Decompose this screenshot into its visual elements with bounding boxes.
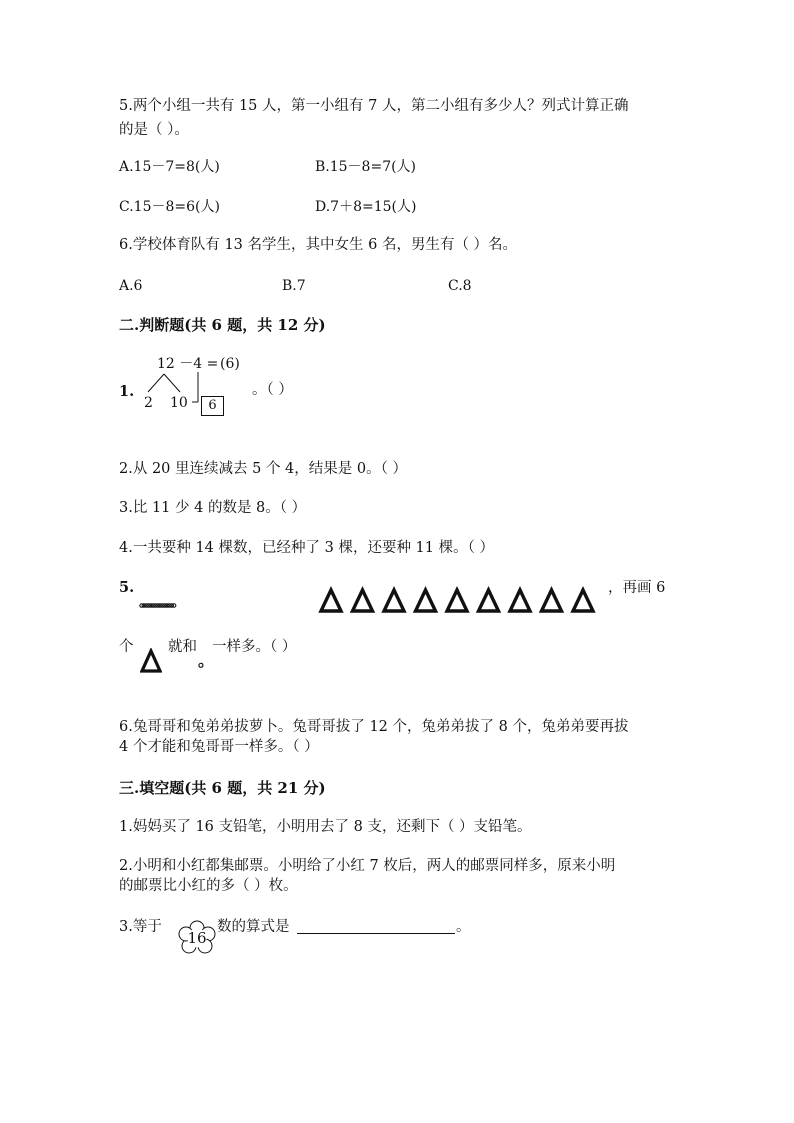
mc-q5-option-d: D.7＋8=15(人) (315, 199, 417, 215)
mc-q5-line1: 5.两个小组一共有 15 人，第一小组有 7 人，第二小组有多少人？列式计算正确 (119, 98, 629, 114)
judge-q5-tail1: ，再画 6 (608, 580, 666, 596)
mc-q5-option-a: A.15－7=8(人) (119, 159, 220, 175)
section-heading-judge: 二.判断题(共 6 题，共 12 分) (119, 316, 326, 334)
judge-q4: 4.一共要种 14 棵数，已经种了 3 棵，还要种 11 棵。（ ） (119, 540, 494, 556)
fill-q3-end: 。 (456, 919, 471, 935)
triangle-icon (573, 590, 593, 611)
circle-symbol: 。 (198, 651, 215, 670)
triangle-icon (353, 590, 373, 611)
triangle-icon (140, 648, 162, 674)
judge-q5-number: 5. (119, 579, 135, 596)
judge-q5-mid2: 就和 (168, 639, 197, 655)
judge-q5-circles: 。。。。。。。。。。。。。。。 (139, 592, 182, 610)
fill-q3-blank[interactable] (297, 919, 455, 934)
fill-q2-line1: 2.小明和小红都集邮票。小明给了小红 7 枚后，两人的邮票同样多，原来小明 (119, 858, 616, 874)
mc-q5-option-b: B.15－8=7(人) (315, 159, 417, 175)
mc-q6-option-b: B.7 (282, 278, 306, 294)
judge-q3: 3.比 11 少 4 的数是 8。（ ） (119, 500, 307, 516)
flower-number-text: 16 (187, 929, 207, 947)
triangle-icon (542, 590, 562, 611)
mc-q6-text: 6.学校体育队有 13 名学生，其中女生 6 名，男生有（ ）名。 (119, 237, 518, 253)
fill-q2-line2: 的邮票比小红的多（ ）枚。 (119, 878, 298, 894)
triangle-icon (447, 590, 467, 611)
triangle-icon (321, 590, 341, 611)
judge-q1-tail: 。（ ） (252, 382, 293, 398)
judge-q1-number: 1. (119, 383, 135, 400)
mc-q5-option-c: C.15－8=6(人) (119, 199, 220, 215)
diagram-top-expression: 12 －4 = (157, 356, 219, 372)
judge-q5-triangles (316, 586, 606, 616)
judge-q5-tail2: 一样多。（ ） (212, 639, 297, 655)
triangle-icon (510, 590, 530, 611)
triangle-icon (384, 590, 404, 611)
mc-q6-option-a: A.6 (119, 278, 143, 294)
fill-q3-suffix: 数的算式是 (217, 919, 290, 935)
mc-q5-line2: 的是（ ）。 (119, 122, 189, 138)
fill-q1: 1.妈妈买了 16 支铅笔，小明用去了 8 支，还剩下（ ）支铅笔。 (119, 819, 532, 835)
diagram-answer-box: 6 (201, 396, 224, 416)
diagram-right-part: 10 (170, 395, 188, 411)
triangle-icon (416, 590, 436, 611)
fill-q3-prefix: 3.等于 (119, 919, 162, 935)
mc-q6-option-c: C.8 (448, 278, 472, 294)
diagram-top-answer: (6) (220, 356, 240, 372)
section-heading-fill: 三.填空题(共 6 题，共 21 分) (119, 779, 326, 797)
judge-q2: 2.从 20 里连续减去 5 个 4，结果是 0。（ ） (119, 461, 407, 477)
diagram-left-part: 2 (144, 395, 153, 411)
judge-q6-line2: 4 个才能和兔哥哥一样多。（ ） (119, 739, 319, 755)
flower-number (177, 920, 217, 954)
judge-q6-line1: 6.兔哥哥和兔弟弟拔萝卜。兔哥哥拔了 12 个，兔弟弟拔了 8 个，兔弟弟要再拔 (119, 719, 629, 735)
triangle-icon (479, 590, 499, 611)
judge-q5-prefix2: 个 (119, 639, 134, 655)
